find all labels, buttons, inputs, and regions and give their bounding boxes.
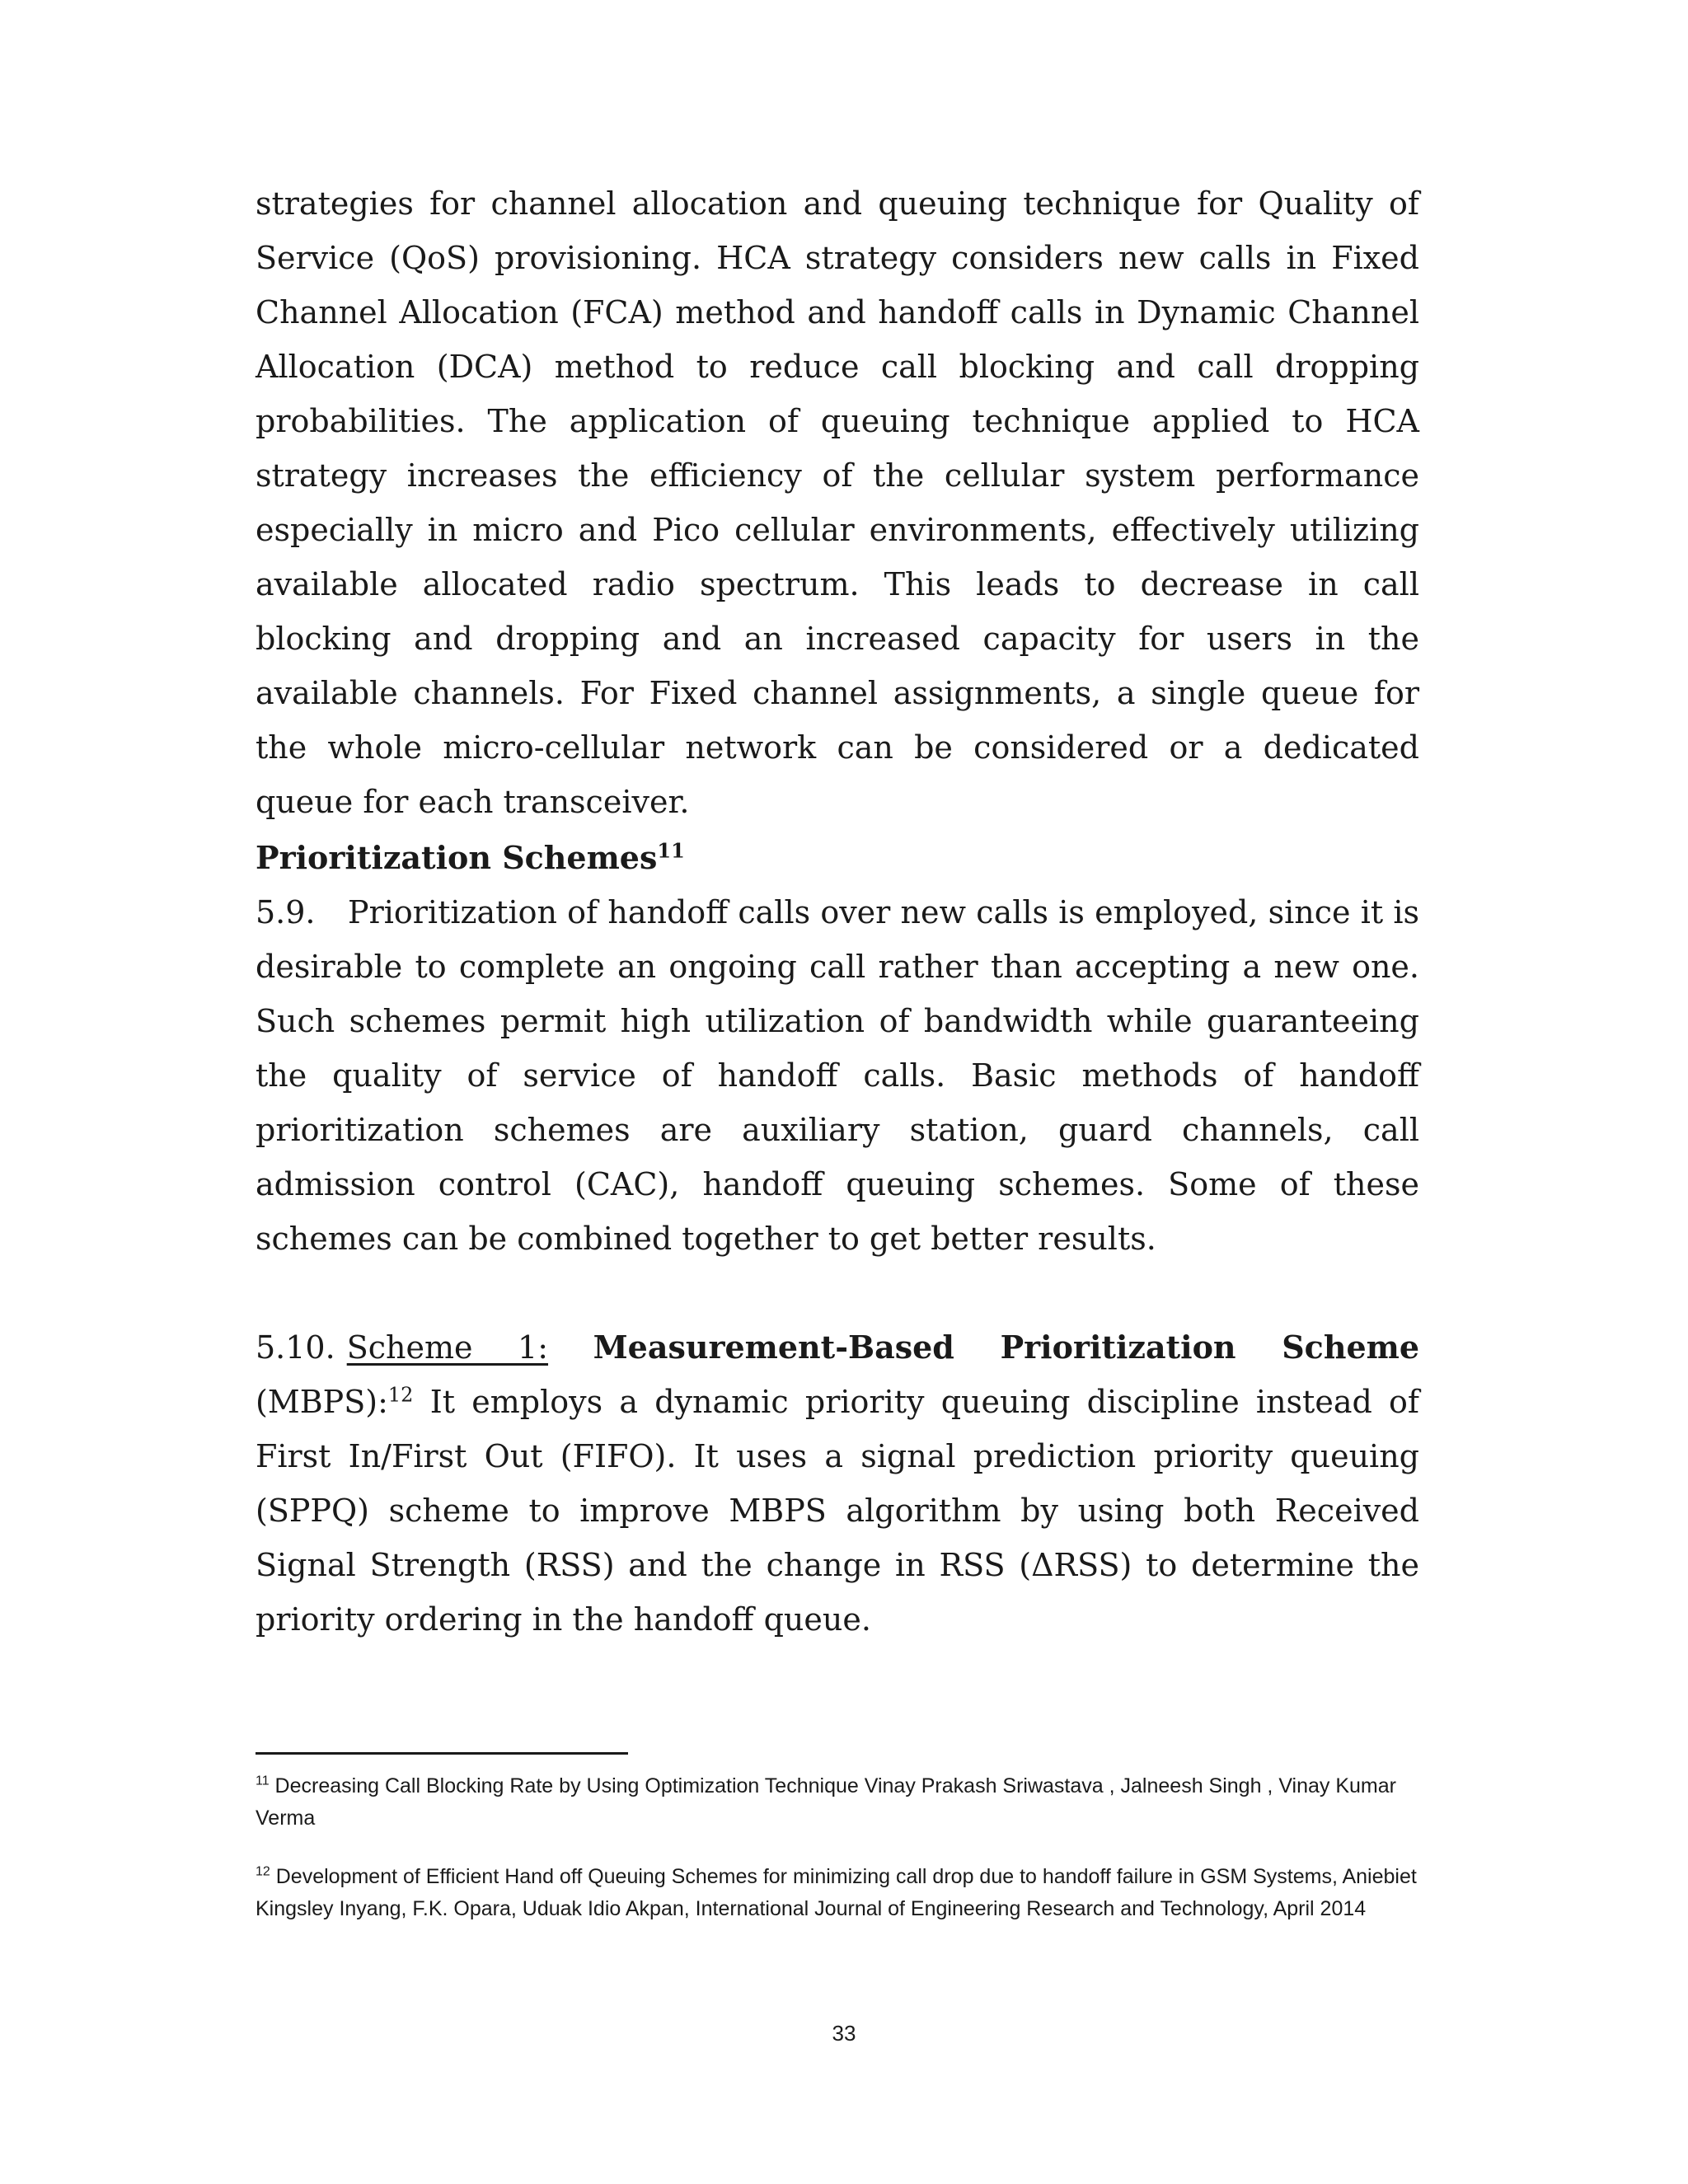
footnote-12	[256, 1861, 1419, 1925]
footnote-text: Decreasing Call Blocking Rate by Using Optimization Technique Vinay Prakash Sriwastava , Jalneesh Singh , Vinay Kumar Verma	[256, 1774, 1396, 1830]
footnote-reference-12: 12	[387, 1383, 414, 1407]
footnote-divider	[256, 1752, 628, 1755]
section-heading	[256, 831, 685, 885]
paragraph-number: 5.10.	[256, 1329, 335, 1366]
scheme-abbreviation: (MBPS):	[256, 1384, 388, 1420]
paragraph-text: Prioritization of handoff calls over new calls is employed, since it is desirable to complete an ongoing call rather than accepting a new one. Such schemes permit high utilization of bandwidth while guaranteeing the quality of service of handoff calls. Basic methods of handoff prioritization schemes are auxiliary station, guard channels, call admission control (CAC), handoff queuing schemes. Some of these schemes can be combined together to get better results.	[256, 894, 1419, 1257]
footnote-marker: 11	[256, 1774, 270, 1788]
footnote-reference-11: 11	[657, 838, 685, 863]
intro-paragraph-text: strategies for channel allocation and queuing technique for Quality of Service (QoS) provisioning. HCA strategy considers new calls in Fixed Channel Allocation (FCA) method and handoff calls in Dynamic Channel Allocation (DCA) method to reduce call blocking and call dropping probabilities. The application of queuing technique applied to HCA strategy increases the efficiency of the cellular system performance especially in micro and Pico cellular environments, effectively utilizing available allocated radio spectrum. This leads to decrease in call blocking and dropping and an increased capacity for users in the available channels. For Fixed channel assignments, a single queue for the whole micro-cellular network can be considered or a dedicated queue for each transceiver.	[256, 185, 1419, 820]
footnote-marker: 12	[256, 1864, 270, 1879]
intro-paragraph	[256, 176, 1419, 829]
scheme-label: Scheme 1:	[346, 1329, 549, 1366]
paragraph-text: It employs a dynamic priority queuing discipline instead of First In/First Out (FIFO). It uses a signal prediction priority queuing (SPPQ) scheme to improve MBPS algorithm by using both Received Signal Strength (RSS) and the change in RSS (ΔRSS) to determine the priority ordering in the handoff queue.	[256, 1384, 1419, 1638]
footnote-text: Development of Efficient Hand off Queuing Schemes for minimizing call drop due to handoff failure in GSM Systems, Aniebiet Kingsley Inyang, F.K. Opara, Uduak Idio Akpan, International Journal of Engineering Research and Technology, April 2014	[256, 1865, 1417, 1920]
paragraph-5-10	[256, 1320, 1419, 1647]
paragraph-5-9	[256, 885, 1419, 1266]
scheme-name: Measurement-Based Prioritization Scheme	[593, 1329, 1420, 1366]
paragraph-number: 5.9.	[256, 894, 316, 930]
section-heading-text: Prioritization Schemes	[256, 839, 658, 876]
footnote-11	[256, 1770, 1419, 1835]
page-number: 33	[832, 2021, 856, 2046]
